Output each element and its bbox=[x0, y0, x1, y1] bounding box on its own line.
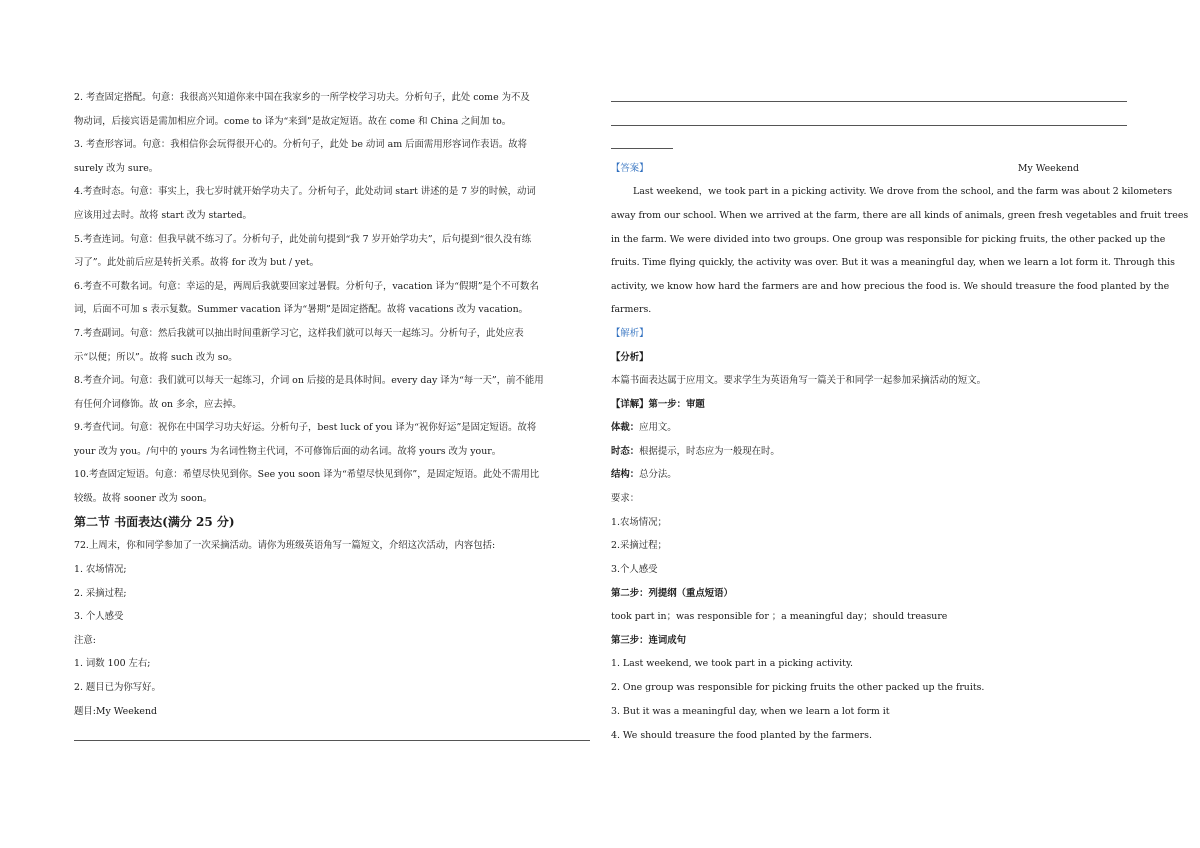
explanation-line: 习了”。此处前后应是转折关系。故将 for 改为 but / yet。 bbox=[74, 257, 319, 268]
analysis-label: 【解析】 bbox=[611, 328, 649, 339]
explanation-line: 较级。故将 sooner 改为 soon。 bbox=[74, 493, 213, 504]
section-title: 第二节 书面表达(满分 25 分) bbox=[74, 515, 235, 529]
task-line: 2. 题目已为你写好。 bbox=[74, 682, 161, 693]
step-two-heading: 第二步：列提纲（重点短语） bbox=[611, 588, 733, 599]
sentence-item: 1. Last weekend, we took part in a picking activity. bbox=[611, 658, 853, 669]
sentence-item: 2. One group was responsible for picking fruits the other packed up the fruits. bbox=[611, 682, 985, 693]
sentence-item: 4. We should treasure the food planted by the farmers. bbox=[611, 730, 872, 741]
explanation-line: your 改为 you。/句中的 yours 为名词性物主代词，不可修饰后面的动名词。故将 yours 改为 your。 bbox=[74, 446, 502, 457]
task-line: 题目:My Weekend bbox=[74, 706, 158, 717]
essay-line: in the farm. We were divided into two groups. One group was responsible for picking fruits, the other packed up the bbox=[611, 234, 1166, 245]
explanation-line: 词，后面不可加 s 表示复数。Summer vacation 译为“暑期”是固定搭配。故将 vacations 改为 vacation。 bbox=[74, 304, 528, 315]
sentence-item: 3. But it was a meaningful day, when we learn a lot form it bbox=[611, 706, 890, 717]
essay-line: Last weekend，we took part in a picking activity. We drove from the school, and the farm was about 2 kilometers bbox=[633, 186, 1173, 197]
explanation-line: 9.考查代词。句意：祝你在中国学习功夫好运。分析句子，best luck of you 译为“祝你好运”是固定短语。故将 bbox=[74, 422, 537, 433]
requirements-label: 要求： bbox=[611, 493, 640, 504]
requirement-item: 1.农场情况； bbox=[611, 517, 667, 528]
answer-label: 【答案】 bbox=[611, 163, 649, 174]
tense-row bbox=[611, 445, 1127, 459]
answer-writing-line bbox=[611, 101, 1127, 102]
task-line: 1. 农场情况; bbox=[74, 564, 127, 575]
explanation-line: 应该用过去时。故将 start 改为 started。 bbox=[74, 210, 252, 221]
answer-header bbox=[611, 162, 1127, 176]
tense-value: 根据提示，时态应为一般现在时。 bbox=[639, 446, 780, 457]
essay-line: fruits. Time flying quickly, the activity was over. But it was a meaningful day, when we learn a lot form it. Through this bbox=[611, 257, 1175, 268]
step-three-heading: 第三步：连词成句 bbox=[611, 635, 687, 646]
explanation-line: 6.考查不可数名词。句意：幸运的是，两周后我就要回家过暑假。分析句子，vacation 译为“假期”是个不可数名 bbox=[74, 281, 539, 292]
fenxi-text: 本篇书面表达属于应用文。要求学生为英语角写一篇关于和同学一起参加采摘活动的短文。 bbox=[611, 375, 987, 386]
essay-line: activity, we know how hard the farmers are and how precious the food is. We should treasure the food planted by the bbox=[611, 281, 1170, 292]
answer-essay-title: My Weekend bbox=[1017, 163, 1079, 174]
answer-writing-line bbox=[74, 740, 590, 741]
step-one-heading: 【详解】第一步：审题 bbox=[611, 399, 705, 410]
tense-label: 时态： bbox=[611, 446, 640, 457]
fenxi-label: 【分析】 bbox=[611, 352, 649, 363]
explanation-line: 10.考查固定短语。句意：希望尽快见到你。See you soon 译为“希望尽快见到你”，是固定短语。此处不需用比 bbox=[74, 469, 540, 480]
task-line: 72.上周末，你和同学参加了一次采摘活动。请你为班级英语角写一篇短文，介绍这次活动，内容包括: bbox=[74, 540, 496, 551]
genre-row bbox=[611, 421, 1127, 435]
explanation-line: surely 改为 sure。 bbox=[74, 163, 159, 174]
genre-value: 应用文。 bbox=[639, 422, 677, 433]
explanation-line: 3. 考查形容词。句意：我相信你会玩得很开心的。分析句子，此处 be 动词 am 后面需用形容词作表语。故将 bbox=[74, 139, 528, 150]
explanation-line: 有任何介词修饰。故 on 多余，应去掉。 bbox=[74, 399, 242, 410]
explanation-line: 物动词，后接宾语是需加相应介词。come to 译为“来到”是故定短语。故在 come 和 China 之间加 to。 bbox=[74, 116, 512, 127]
requirement-item: 3.个人感受 bbox=[611, 564, 658, 575]
explanation-line: 8.考查介词。句意：我们就可以每天一起练习，介词 on 后接的是具体时间。every day 译为“每一天”，前不能用 bbox=[74, 375, 544, 386]
genre-label: 体裁： bbox=[611, 422, 640, 433]
task-line: 注意: bbox=[74, 635, 96, 646]
explanation-line: 4.考查时态。句意：事实上，我七岁时就开始学功夫了。分析句子，此处动词 start 讲述的是 7 岁的时候，动词 bbox=[74, 186, 536, 197]
answer-writing-line bbox=[611, 148, 673, 149]
explanation-line: 示“以便；所以”。故将 such 改为 so。 bbox=[74, 352, 238, 363]
structure-label: 结构： bbox=[611, 469, 640, 480]
explanation-line: 7.考查副词。句意：然后我就可以抽出时间重新学习它，这样我们就可以每天一起练习。分析句子，此处应表 bbox=[74, 328, 524, 339]
task-line: 2. 采摘过程; bbox=[74, 588, 127, 599]
structure-row bbox=[611, 468, 1127, 482]
explanation-line: 2. 考查固定搭配。句意：我很高兴知道你来中国在我家乡的一所学校学习功夫。分析句子，此处 come 为不及 bbox=[74, 92, 530, 103]
requirement-item: 2.采摘过程； bbox=[611, 540, 667, 551]
explanation-line: 5.考查连词。句意：但我早就不练习了。分析句子，此处前句提到“我 7 岁开始学功夫”，后句提到“很久没有练 bbox=[74, 234, 532, 245]
task-line: 3. 个人感受 bbox=[74, 611, 124, 622]
structure-value: 总分法。 bbox=[639, 469, 677, 480]
task-line: 1. 词数 100 左右; bbox=[74, 658, 151, 669]
key-phrases: took part in；was responsible for ；a meaningful day；should treasure bbox=[611, 611, 948, 622]
essay-line: farmers. bbox=[611, 304, 652, 315]
answer-writing-line bbox=[611, 125, 1127, 126]
essay-line: away from our school. When we arrived at the farm, there are all kinds of animals, green fresh vegetables and fruit trees bbox=[611, 210, 1189, 221]
